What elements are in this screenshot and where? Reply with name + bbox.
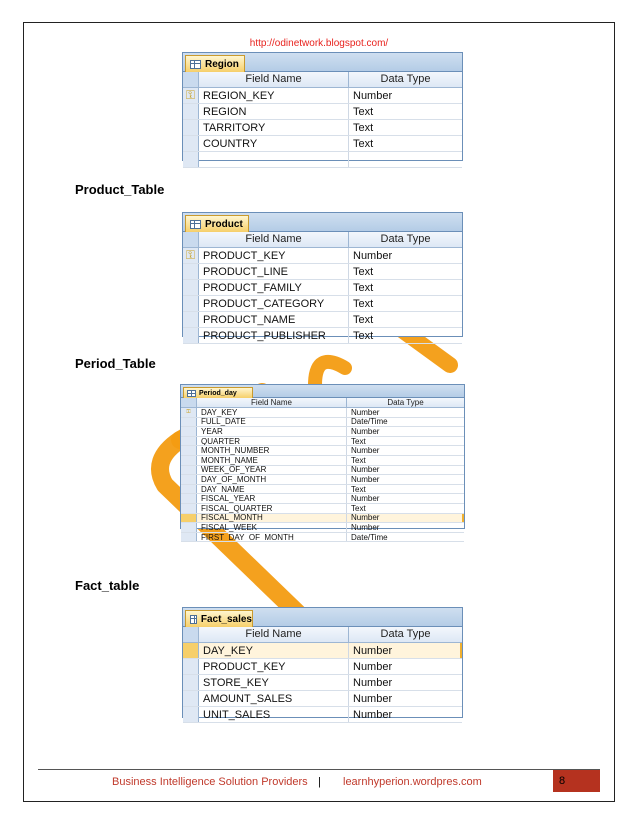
field-name-cell[interactable]: REGION bbox=[199, 104, 349, 119]
table-row[interactable] bbox=[183, 675, 462, 691]
product-header-row bbox=[183, 232, 462, 248]
field-name-cell[interactable]: STORE_KEY bbox=[199, 675, 349, 690]
field-name-cell[interactable]: FISCAL_WEEK bbox=[197, 523, 347, 532]
data-type-header[interactable]: Data Type bbox=[380, 73, 431, 85]
field-name-cell[interactable]: TARRITORY bbox=[199, 120, 349, 135]
table-icon bbox=[190, 220, 201, 229]
table-row[interactable] bbox=[183, 104, 462, 120]
period-table bbox=[180, 384, 465, 542]
fact-tab[interactable] bbox=[185, 610, 253, 627]
row-selector[interactable] bbox=[181, 494, 197, 503]
data-type-cell[interactable]: Text bbox=[353, 121, 374, 134]
data-type-cell[interactable]: Number bbox=[351, 408, 380, 417]
data-type-cell[interactable]: Text bbox=[353, 281, 374, 294]
table-row[interactable] bbox=[181, 475, 464, 485]
field-name-cell[interactable]: PRODUCT_LINE bbox=[199, 264, 349, 279]
row-selector[interactable] bbox=[181, 427, 197, 436]
table-row[interactable] bbox=[181, 504, 464, 514]
table-icon bbox=[190, 60, 201, 69]
table-row[interactable] bbox=[181, 494, 464, 504]
row-selector[interactable] bbox=[183, 104, 199, 119]
data-type-cell[interactable]: Number bbox=[351, 446, 380, 455]
product-tab-bar bbox=[183, 213, 462, 232]
data-type-cell[interactable]: Number bbox=[351, 523, 380, 532]
data-type-header[interactable]: Data Type bbox=[387, 398, 424, 407]
row-selector[interactable] bbox=[181, 418, 197, 427]
table-icon bbox=[190, 615, 197, 624]
product-tab[interactable] bbox=[185, 215, 249, 232]
field-name-header[interactable]: Field Name bbox=[199, 627, 349, 642]
primary-key-icon[interactable]: ⚿ bbox=[183, 88, 199, 103]
table-row[interactable] bbox=[183, 280, 462, 296]
primary-key-icon[interactable]: ⚿ bbox=[181, 408, 197, 417]
table-row[interactable] bbox=[183, 136, 462, 152]
data-type-cell[interactable]: Number bbox=[351, 427, 380, 436]
row-selector[interactable] bbox=[183, 328, 199, 343]
field-name-cell[interactable]: WEEK_OF_YEAR bbox=[197, 466, 347, 475]
row-selector[interactable] bbox=[181, 504, 197, 513]
data-type-cell[interactable]: Text bbox=[353, 313, 374, 326]
data-type-cell[interactable]: Number bbox=[347, 514, 464, 523]
row-selector[interactable] bbox=[183, 296, 199, 311]
row-selector[interactable] bbox=[183, 280, 199, 295]
field-name-header[interactable]: Field Name bbox=[199, 232, 349, 247]
field-name-cell[interactable]: QUARTER bbox=[197, 437, 347, 446]
field-name-cell[interactable] bbox=[199, 152, 349, 167]
table-row[interactable] bbox=[181, 485, 464, 495]
field-name-cell[interactable]: DAY_KEY bbox=[197, 408, 347, 417]
row-selector[interactable] bbox=[181, 437, 197, 446]
period-tab-label: Period_day bbox=[199, 389, 237, 397]
field-name-cell[interactable]: PRODUCT_CATEGORY bbox=[199, 296, 349, 311]
row-selector[interactable] bbox=[183, 152, 199, 167]
row-selector[interactable] bbox=[183, 120, 199, 135]
row-selector[interactable] bbox=[183, 659, 199, 674]
table-row[interactable] bbox=[183, 248, 462, 264]
row-selector[interactable] bbox=[181, 485, 197, 494]
table-row[interactable] bbox=[183, 707, 462, 723]
region-header-row bbox=[183, 72, 462, 88]
data-type-cell[interactable]: Number bbox=[353, 660, 393, 673]
field-name-cell[interactable]: PRODUCT_FAMILY bbox=[199, 280, 349, 295]
field-name-cell[interactable]: PRODUCT_NAME bbox=[199, 312, 349, 327]
field-name-cell[interactable]: COUNTRY bbox=[199, 136, 349, 151]
row-selector[interactable] bbox=[183, 136, 199, 151]
data-type-cell[interactable]: Text bbox=[351, 455, 366, 465]
data-type-cell[interactable]: Number bbox=[351, 494, 380, 503]
region-tab-label: Region bbox=[205, 58, 239, 70]
fact-tab-label: Fact_sales bbox=[200, 613, 252, 625]
fact-tab-bar bbox=[183, 608, 462, 627]
field-name-cell[interactable]: DAY_NAME bbox=[197, 485, 347, 494]
fact-table-heading: Fact_table bbox=[75, 578, 140, 593]
product-rows bbox=[183, 248, 462, 344]
table-row[interactable] bbox=[183, 328, 462, 344]
table-row[interactable] bbox=[181, 437, 464, 447]
product-tab-label: Product bbox=[205, 218, 243, 230]
table-row[interactable] bbox=[181, 408, 464, 418]
period-tab-bar bbox=[181, 385, 464, 398]
data-type-cell[interactable]: Number bbox=[353, 692, 393, 705]
table-row[interactable] bbox=[183, 691, 462, 707]
field-name-cell[interactable]: FISCAL_QUARTER bbox=[197, 504, 347, 513]
field-name-header[interactable]: Field Name bbox=[199, 72, 349, 87]
table-row[interactable] bbox=[183, 312, 462, 328]
region-tab[interactable] bbox=[185, 55, 245, 72]
table-icon bbox=[187, 390, 196, 397]
table-row[interactable] bbox=[183, 296, 462, 312]
fact-table bbox=[182, 607, 463, 721]
data-type-cell[interactable]: Text bbox=[351, 436, 366, 446]
field-name-cell[interactable]: PRODUCT_KEY bbox=[199, 248, 349, 263]
product-table bbox=[182, 212, 463, 342]
data-type-cell[interactable]: Text bbox=[353, 105, 374, 118]
field-name-cell[interactable]: DAY_OF_MONTH bbox=[197, 475, 347, 484]
row-selector[interactable] bbox=[181, 514, 197, 523]
period-rows bbox=[181, 408, 464, 542]
data-type-cell[interactable]: Text bbox=[351, 503, 366, 513]
field-name-cell[interactable]: MONTH_NUMBER bbox=[197, 446, 347, 455]
row-selector[interactable] bbox=[183, 264, 199, 279]
table-row[interactable] bbox=[183, 643, 462, 659]
data-type-cell[interactable]: Text bbox=[353, 265, 374, 278]
period-table-heading: Period_Table bbox=[75, 356, 156, 371]
table-row[interactable] bbox=[183, 659, 462, 675]
table-row[interactable] bbox=[181, 418, 464, 428]
footer-separator: | bbox=[318, 776, 321, 788]
row-selector[interactable] bbox=[183, 675, 199, 690]
row-selector[interactable] bbox=[181, 533, 197, 542]
field-name-cell[interactable]: FISCAL_YEAR bbox=[197, 494, 347, 503]
row-selector[interactable] bbox=[181, 475, 197, 484]
data-type-cell[interactable]: Text bbox=[353, 297, 374, 310]
field-name-cell[interactable]: FIRST_DAY_OF_MONTH bbox=[197, 533, 347, 542]
page-number: 8 bbox=[559, 775, 566, 787]
data-type-cell[interactable]: Number bbox=[353, 89, 393, 102]
field-name-cell[interactable]: REGION_KEY bbox=[199, 88, 349, 103]
field-name-cell[interactable]: YEAR bbox=[197, 427, 347, 436]
fact-header-row bbox=[183, 627, 462, 643]
data-type-cell[interactable]: Date/Time bbox=[351, 532, 388, 542]
row-selector[interactable] bbox=[181, 456, 197, 465]
field-name-cell[interactable]: MONTH_NAME bbox=[197, 456, 347, 465]
row-selector[interactable] bbox=[181, 523, 197, 532]
row-selector-header[interactable] bbox=[183, 232, 199, 247]
row-selector-header[interactable] bbox=[183, 72, 199, 87]
field-name-header[interactable]: Field Name bbox=[197, 398, 347, 407]
period-tab[interactable] bbox=[183, 387, 253, 398]
footer-divider bbox=[38, 769, 600, 770]
data-type-cell[interactable]: Number bbox=[351, 475, 380, 484]
table-row[interactable] bbox=[183, 120, 462, 136]
primary-key-icon[interactable]: ⚿ bbox=[183, 248, 199, 263]
blog-url[interactable]: http://odinetwork.blogspot.com/ bbox=[249, 38, 389, 49]
table-row[interactable] bbox=[181, 523, 464, 533]
row-selector[interactable] bbox=[183, 691, 199, 706]
row-selector[interactable] bbox=[183, 643, 199, 658]
table-row[interactable] bbox=[183, 88, 462, 104]
table-row[interactable] bbox=[181, 514, 464, 524]
field-name-cell[interactable]: PRODUCT_KEY bbox=[199, 659, 349, 674]
region-tab-bar bbox=[183, 53, 462, 72]
page-number-badge bbox=[553, 770, 600, 792]
table-row[interactable] bbox=[181, 533, 464, 543]
field-name-cell[interactable]: PRODUCT_PUBLISHER bbox=[199, 328, 349, 343]
data-type-header[interactable]: Data Type bbox=[380, 628, 431, 640]
region-rows bbox=[183, 88, 462, 168]
table-row[interactable] bbox=[181, 427, 464, 437]
table-row[interactable] bbox=[181, 466, 464, 476]
data-type-cell[interactable]: Number bbox=[349, 643, 462, 658]
region-table bbox=[182, 52, 463, 161]
row-selector[interactable] bbox=[183, 707, 199, 722]
product-table-heading: Product_Table bbox=[75, 182, 165, 197]
data-type-cell[interactable]: Number bbox=[353, 708, 393, 721]
data-type-cell[interactable]: Date/Time bbox=[351, 417, 388, 427]
data-type-header[interactable]: Data Type bbox=[380, 233, 431, 245]
table-row[interactable] bbox=[181, 446, 464, 456]
field-name-cell[interactable]: FISCAL_MONTH bbox=[197, 514, 347, 523]
row-selector[interactable] bbox=[181, 446, 197, 455]
data-type-cell[interactable]: Text bbox=[353, 329, 374, 342]
blank-row[interactable] bbox=[183, 152, 462, 168]
row-selector-header[interactable] bbox=[183, 627, 199, 642]
data-type-cell[interactable]: Number bbox=[351, 465, 380, 475]
fact-rows bbox=[183, 643, 462, 723]
data-type-cell[interactable]: Number bbox=[353, 676, 393, 689]
period-header-row bbox=[181, 398, 464, 408]
table-row[interactable] bbox=[181, 456, 464, 466]
row-selector-header[interactable] bbox=[181, 398, 197, 407]
data-type-cell[interactable]: Text bbox=[351, 484, 366, 494]
field-name-cell[interactable]: AMOUNT_SALES bbox=[199, 691, 349, 706]
data-type-cell[interactable]: Number bbox=[353, 249, 393, 262]
footer-company: Business Intelligence Solution Providers bbox=[112, 776, 308, 788]
field-name-cell[interactable]: DAY_KEY bbox=[199, 643, 349, 658]
field-name-cell[interactable]: UNIT_SALES bbox=[199, 707, 349, 722]
row-selector[interactable] bbox=[183, 312, 199, 327]
table-row[interactable] bbox=[183, 264, 462, 280]
field-name-cell[interactable]: FULL_DATE bbox=[197, 418, 347, 427]
row-selector[interactable] bbox=[181, 466, 197, 475]
footer-site[interactable]: learnhyperion.wordpres.com bbox=[343, 776, 482, 788]
data-type-cell[interactable]: Text bbox=[353, 137, 374, 150]
